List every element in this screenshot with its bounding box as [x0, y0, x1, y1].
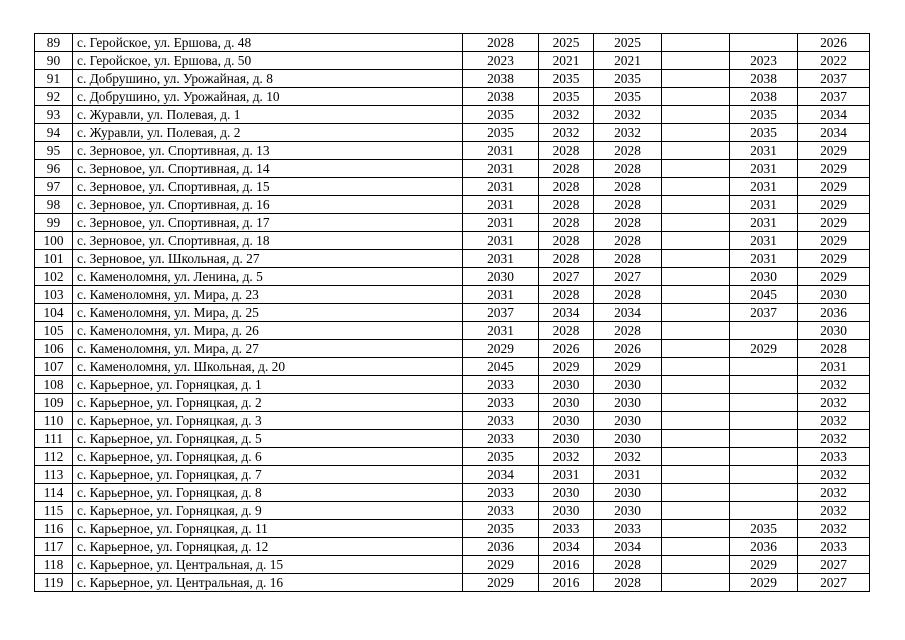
year-cell-1: 2029	[463, 556, 539, 574]
year-cell-5: 2031	[730, 142, 798, 160]
address-cell: с. Карьерное, ул. Горняцкая, д. 3	[73, 412, 463, 430]
address-cell: с. Каменоломня, ул. Мира, д. 26	[73, 322, 463, 340]
address-cell: с. Каменоломня, ул. Школьная, д. 20	[73, 358, 463, 376]
year-cell-1: 2023	[463, 52, 539, 70]
year-cell-2: 2028	[539, 160, 594, 178]
year-cell-5: 2030	[730, 268, 798, 286]
table-row	[35, 106, 870, 124]
year-cell-4	[662, 286, 730, 304]
year-cell-2: 2028	[539, 196, 594, 214]
year-cell-1: 2045	[463, 358, 539, 376]
year-cell-4	[662, 340, 730, 358]
year-cell-4	[662, 538, 730, 556]
year-cell-6: 2032	[798, 430, 870, 448]
row-number-cell: 107	[35, 358, 73, 376]
year-cell-6: 2032	[798, 394, 870, 412]
year-cell-6: 2030	[798, 322, 870, 340]
year-cell-5	[730, 358, 798, 376]
year-cell-6: 2037	[798, 88, 870, 106]
year-cell-4	[662, 52, 730, 70]
year-cell-3: 2035	[594, 70, 662, 88]
address-cell: с. Добрушино, ул. Урожайная, д. 8	[73, 70, 463, 88]
year-cell-2: 2028	[539, 322, 594, 340]
year-cell-1: 2037	[463, 304, 539, 322]
year-cell-4	[662, 196, 730, 214]
table-row	[35, 160, 870, 178]
row-number-cell: 105	[35, 322, 73, 340]
year-cell-4	[662, 574, 730, 592]
year-cell-4	[662, 34, 730, 52]
row-number-cell: 115	[35, 502, 73, 520]
year-cell-3: 2028	[594, 250, 662, 268]
table-row	[35, 124, 870, 142]
year-cell-4	[662, 178, 730, 196]
year-cell-1: 2028	[463, 34, 539, 52]
year-cell-6: 2028	[798, 340, 870, 358]
year-cell-1: 2033	[463, 376, 539, 394]
address-cell: с. Карьерное, ул. Горняцкая, д. 11	[73, 520, 463, 538]
row-number-cell: 93	[35, 106, 73, 124]
table-row	[35, 520, 870, 538]
year-cell-5	[730, 484, 798, 502]
year-cell-3: 2034	[594, 538, 662, 556]
year-cell-1: 2031	[463, 232, 539, 250]
address-cell: с. Карьерное, ул. Горняцкая, д. 6	[73, 448, 463, 466]
table-row	[35, 52, 870, 70]
year-cell-5	[730, 412, 798, 430]
year-cell-5	[730, 448, 798, 466]
year-cell-1: 2033	[463, 430, 539, 448]
year-cell-3: 2028	[594, 574, 662, 592]
year-cell-1: 2033	[463, 394, 539, 412]
address-cell: с. Карьерное, ул. Центральная, д. 16	[73, 574, 463, 592]
year-cell-3: 2028	[594, 178, 662, 196]
table-row	[35, 304, 870, 322]
table-row	[35, 178, 870, 196]
address-cell: с. Геройское, ул. Ершова, д. 50	[73, 52, 463, 70]
year-cell-3: 2030	[594, 412, 662, 430]
table-row	[35, 340, 870, 358]
address-cell: с. Карьерное, ул. Горняцкая, д. 7	[73, 466, 463, 484]
year-cell-6: 2029	[798, 178, 870, 196]
row-number-cell: 116	[35, 520, 73, 538]
year-cell-1: 2031	[463, 142, 539, 160]
year-cell-6: 2022	[798, 52, 870, 70]
year-cell-2: 2028	[539, 142, 594, 160]
year-cell-4	[662, 358, 730, 376]
year-cell-4	[662, 142, 730, 160]
year-cell-3: 2030	[594, 502, 662, 520]
address-cell: с. Добрушино, ул. Урожайная, д. 10	[73, 88, 463, 106]
year-cell-6: 2036	[798, 304, 870, 322]
year-cell-5: 2045	[730, 286, 798, 304]
year-cell-4	[662, 268, 730, 286]
table-row	[35, 430, 870, 448]
year-cell-5	[730, 466, 798, 484]
year-cell-6: 2033	[798, 538, 870, 556]
year-cell-5: 2029	[730, 574, 798, 592]
year-cell-1: 2030	[463, 268, 539, 286]
year-cell-4	[662, 124, 730, 142]
row-number-cell: 100	[35, 232, 73, 250]
year-cell-1: 2033	[463, 484, 539, 502]
table-row	[35, 70, 870, 88]
year-cell-5: 2031	[730, 214, 798, 232]
row-number-cell: 112	[35, 448, 73, 466]
year-cell-2: 2029	[539, 358, 594, 376]
year-cell-2: 2032	[539, 124, 594, 142]
year-cell-1: 2035	[463, 448, 539, 466]
year-cell-2: 2021	[539, 52, 594, 70]
table-row	[35, 484, 870, 502]
year-cell-5: 2031	[730, 160, 798, 178]
year-cell-3: 2031	[594, 466, 662, 484]
row-number-cell: 97	[35, 178, 73, 196]
address-cell: с. Каменоломня, ул. Мира, д. 25	[73, 304, 463, 322]
row-number-cell: 109	[35, 394, 73, 412]
row-number-cell: 99	[35, 214, 73, 232]
year-cell-3: 2021	[594, 52, 662, 70]
year-cell-4	[662, 394, 730, 412]
year-cell-6: 2032	[798, 376, 870, 394]
year-cell-3: 2035	[594, 88, 662, 106]
year-cell-2: 2025	[539, 34, 594, 52]
year-cell-5: 2031	[730, 178, 798, 196]
year-cell-3: 2030	[594, 484, 662, 502]
year-cell-5: 2035	[730, 520, 798, 538]
year-cell-6: 2026	[798, 34, 870, 52]
address-cell: с. Карьерное, ул. Горняцкая, д. 12	[73, 538, 463, 556]
year-cell-2: 2032	[539, 448, 594, 466]
year-cell-4	[662, 232, 730, 250]
year-cell-6: 2027	[798, 574, 870, 592]
row-number-cell: 117	[35, 538, 73, 556]
year-cell-3: 2030	[594, 430, 662, 448]
year-cell-6: 2029	[798, 142, 870, 160]
address-cell: с. Карьерное, ул. Горняцкая, д. 9	[73, 502, 463, 520]
year-cell-5	[730, 394, 798, 412]
year-cell-5: 2023	[730, 52, 798, 70]
year-cell-3: 2028	[594, 142, 662, 160]
year-cell-5: 2038	[730, 70, 798, 88]
year-cell-4	[662, 412, 730, 430]
address-cell: с. Зерновое, ул. Спортивная, д. 13	[73, 142, 463, 160]
address-cell: с. Зерновое, ул. Спортивная, д. 16	[73, 196, 463, 214]
year-cell-4	[662, 88, 730, 106]
row-number-cell: 103	[35, 286, 73, 304]
year-cell-3: 2032	[594, 124, 662, 142]
table-row	[35, 448, 870, 466]
year-cell-1: 2031	[463, 322, 539, 340]
year-cell-2: 2028	[539, 178, 594, 196]
year-cell-6: 2032	[798, 502, 870, 520]
year-cell-3: 2028	[594, 214, 662, 232]
year-cell-3: 2032	[594, 448, 662, 466]
year-cell-1: 2031	[463, 214, 539, 232]
table-row	[35, 286, 870, 304]
year-cell-2: 2035	[539, 88, 594, 106]
address-cell: с. Журавли, ул. Полевая, д. 1	[73, 106, 463, 124]
row-number-cell: 89	[35, 34, 73, 52]
table-row	[35, 88, 870, 106]
year-cell-3: 2032	[594, 106, 662, 124]
table-row	[35, 268, 870, 286]
row-number-cell: 111	[35, 430, 73, 448]
schedule-table	[34, 33, 870, 592]
year-cell-5: 2029	[730, 340, 798, 358]
year-cell-4	[662, 556, 730, 574]
year-cell-2: 2028	[539, 286, 594, 304]
row-number-cell: 114	[35, 484, 73, 502]
year-cell-4	[662, 520, 730, 538]
year-cell-2: 2034	[539, 538, 594, 556]
year-cell-3: 2034	[594, 304, 662, 322]
year-cell-5: 2031	[730, 196, 798, 214]
row-number-cell: 98	[35, 196, 73, 214]
year-cell-3: 2026	[594, 340, 662, 358]
row-number-cell: 101	[35, 250, 73, 268]
year-cell-1: 2033	[463, 502, 539, 520]
year-cell-6: 2032	[798, 466, 870, 484]
year-cell-1: 2035	[463, 124, 539, 142]
row-number-cell: 113	[35, 466, 73, 484]
address-cell: с. Зерновое, ул. Спортивная, д. 15	[73, 178, 463, 196]
table-row	[35, 394, 870, 412]
table-row	[35, 250, 870, 268]
year-cell-2: 2016	[539, 556, 594, 574]
year-cell-6: 2032	[798, 520, 870, 538]
table-row	[35, 502, 870, 520]
year-cell-2: 2033	[539, 520, 594, 538]
table-row	[35, 322, 870, 340]
year-cell-2: 2030	[539, 502, 594, 520]
table-row	[35, 538, 870, 556]
year-cell-4	[662, 70, 730, 88]
year-cell-2: 2030	[539, 394, 594, 412]
year-cell-6: 2037	[798, 70, 870, 88]
year-cell-6: 2029	[798, 232, 870, 250]
year-cell-1: 2034	[463, 466, 539, 484]
year-cell-2: 2027	[539, 268, 594, 286]
year-cell-1: 2031	[463, 196, 539, 214]
year-cell-2: 2032	[539, 106, 594, 124]
year-cell-1: 2033	[463, 412, 539, 430]
address-cell: с. Геройское, ул. Ершова, д. 48	[73, 34, 463, 52]
table-row	[35, 358, 870, 376]
year-cell-3: 2030	[594, 394, 662, 412]
address-cell: с. Карьерное, ул. Горняцкая, д. 2	[73, 394, 463, 412]
year-cell-4	[662, 322, 730, 340]
year-cell-1: 2031	[463, 160, 539, 178]
address-cell: с. Карьерное, ул. Горняцкая, д. 5	[73, 430, 463, 448]
year-cell-6: 2034	[798, 106, 870, 124]
year-cell-4	[662, 502, 730, 520]
row-number-cell: 90	[35, 52, 73, 70]
table-row	[35, 466, 870, 484]
year-cell-1: 2035	[463, 520, 539, 538]
address-cell: с. Зерновое, ул. Спортивная, д. 14	[73, 160, 463, 178]
year-cell-1: 2038	[463, 88, 539, 106]
table-row	[35, 412, 870, 430]
year-cell-3: 2027	[594, 268, 662, 286]
year-cell-3: 2028	[594, 556, 662, 574]
year-cell-5	[730, 430, 798, 448]
year-cell-2: 2035	[539, 70, 594, 88]
row-number-cell: 94	[35, 124, 73, 142]
year-cell-5: 2037	[730, 304, 798, 322]
address-cell: с. Журавли, ул. Полевая, д. 2	[73, 124, 463, 142]
year-cell-2: 2028	[539, 232, 594, 250]
year-cell-6: 2031	[798, 358, 870, 376]
address-cell: с. Зерновое, ул. Спортивная, д. 17	[73, 214, 463, 232]
year-cell-6: 2029	[798, 160, 870, 178]
year-cell-3: 2028	[594, 232, 662, 250]
address-cell: с. Зерновое, ул. Спортивная, д. 18	[73, 232, 463, 250]
year-cell-2: 2030	[539, 430, 594, 448]
year-cell-4	[662, 376, 730, 394]
table-row	[35, 232, 870, 250]
year-cell-5: 2031	[730, 250, 798, 268]
year-cell-1: 2029	[463, 340, 539, 358]
address-cell: с. Зерновое, ул. Школьная, д. 27	[73, 250, 463, 268]
year-cell-5: 2035	[730, 106, 798, 124]
year-cell-2: 2030	[539, 376, 594, 394]
year-cell-6: 2029	[798, 196, 870, 214]
row-number-cell: 104	[35, 304, 73, 322]
year-cell-4	[662, 160, 730, 178]
year-cell-6: 2027	[798, 556, 870, 574]
row-number-cell: 102	[35, 268, 73, 286]
row-number-cell: 108	[35, 376, 73, 394]
year-cell-4	[662, 214, 730, 232]
year-cell-3: 2028	[594, 196, 662, 214]
table-row	[35, 214, 870, 232]
table-row	[35, 142, 870, 160]
year-cell-1: 2029	[463, 574, 539, 592]
year-cell-5: 2035	[730, 124, 798, 142]
address-cell: с. Карьерное, ул. Горняцкая, д. 8	[73, 484, 463, 502]
year-cell-4	[662, 304, 730, 322]
table-row	[35, 376, 870, 394]
year-cell-2: 2026	[539, 340, 594, 358]
row-number-cell: 106	[35, 340, 73, 358]
year-cell-6: 2030	[798, 286, 870, 304]
year-cell-3: 2028	[594, 160, 662, 178]
table-row	[35, 574, 870, 592]
year-cell-2: 2034	[539, 304, 594, 322]
row-number-cell: 119	[35, 574, 73, 592]
year-cell-6: 2032	[798, 484, 870, 502]
year-cell-5	[730, 34, 798, 52]
year-cell-2: 2030	[539, 412, 594, 430]
year-cell-1: 2035	[463, 106, 539, 124]
year-cell-2: 2028	[539, 214, 594, 232]
year-cell-5	[730, 376, 798, 394]
row-number-cell: 96	[35, 160, 73, 178]
year-cell-1: 2036	[463, 538, 539, 556]
year-cell-6: 2034	[798, 124, 870, 142]
year-cell-4	[662, 466, 730, 484]
row-number-cell: 91	[35, 70, 73, 88]
year-cell-6: 2029	[798, 214, 870, 232]
year-cell-3: 2033	[594, 520, 662, 538]
year-cell-3: 2028	[594, 286, 662, 304]
table-body	[35, 34, 870, 592]
year-cell-1: 2031	[463, 250, 539, 268]
row-number-cell: 92	[35, 88, 73, 106]
year-cell-1: 2031	[463, 286, 539, 304]
row-number-cell: 110	[35, 412, 73, 430]
year-cell-6: 2033	[798, 448, 870, 466]
year-cell-2: 2016	[539, 574, 594, 592]
year-cell-4	[662, 430, 730, 448]
year-cell-1: 2031	[463, 178, 539, 196]
year-cell-3: 2029	[594, 358, 662, 376]
table-row	[35, 556, 870, 574]
year-cell-5: 2031	[730, 232, 798, 250]
year-cell-5	[730, 502, 798, 520]
table-row	[35, 34, 870, 52]
year-cell-3: 2025	[594, 34, 662, 52]
year-cell-4	[662, 484, 730, 502]
year-cell-5	[730, 322, 798, 340]
year-cell-5: 2029	[730, 556, 798, 574]
year-cell-1: 2038	[463, 70, 539, 88]
year-cell-2: 2030	[539, 484, 594, 502]
table-row	[35, 196, 870, 214]
year-cell-4	[662, 106, 730, 124]
year-cell-5: 2038	[730, 88, 798, 106]
year-cell-5: 2036	[730, 538, 798, 556]
year-cell-3: 2028	[594, 322, 662, 340]
year-cell-4	[662, 448, 730, 466]
year-cell-6: 2032	[798, 412, 870, 430]
address-cell: с. Каменоломня, ул. Ленина, д. 5	[73, 268, 463, 286]
address-cell: с. Каменоломня, ул. Мира, д. 27	[73, 340, 463, 358]
year-cell-2: 2028	[539, 250, 594, 268]
address-cell: с. Карьерное, ул. Центральная, д. 15	[73, 556, 463, 574]
year-cell-6: 2029	[798, 250, 870, 268]
address-cell: с. Карьерное, ул. Горняцкая, д. 1	[73, 376, 463, 394]
row-number-cell: 95	[35, 142, 73, 160]
row-number-cell: 118	[35, 556, 73, 574]
year-cell-6: 2029	[798, 268, 870, 286]
year-cell-2: 2031	[539, 466, 594, 484]
year-cell-4	[662, 250, 730, 268]
address-cell: с. Каменоломня, ул. Мира, д. 23	[73, 286, 463, 304]
year-cell-3: 2030	[594, 376, 662, 394]
